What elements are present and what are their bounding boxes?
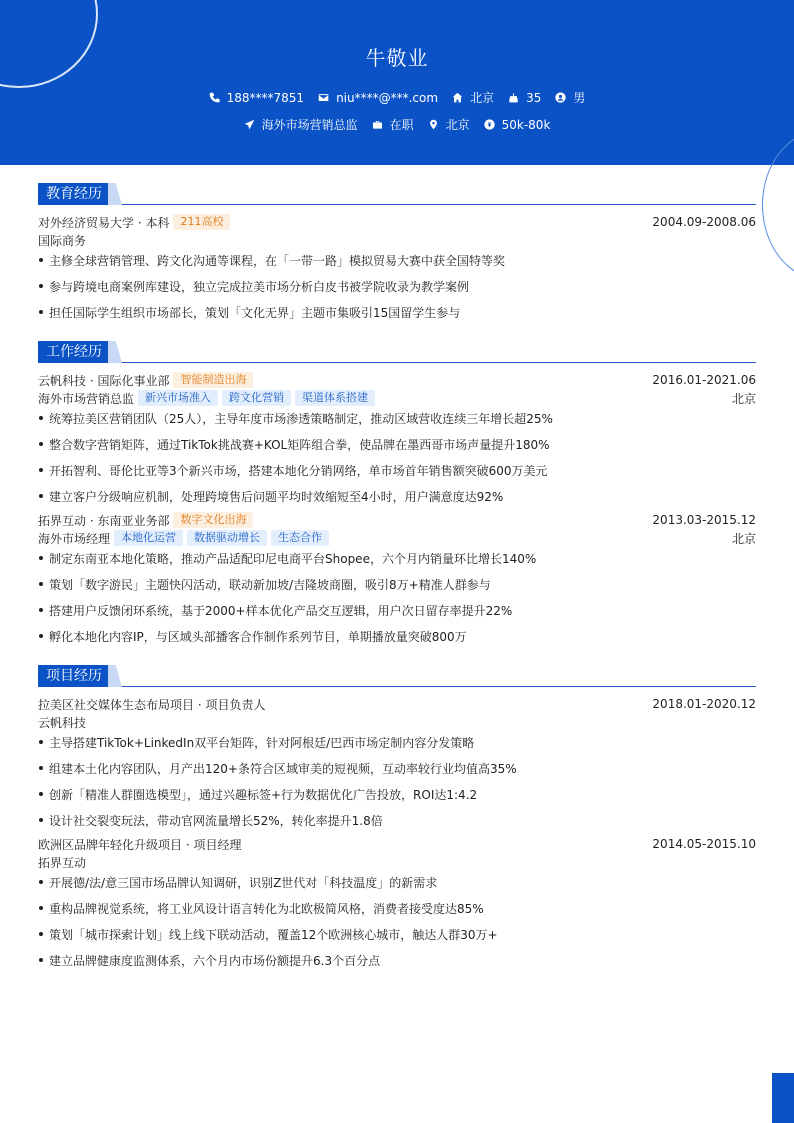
list-item: 孵化本地化内容IP，与区域头部播客合作制作系列节目，单期播放量突破800万 [38,628,756,644]
project-name: 拉美区社交媒体生态布局项目 · 项目负责人 [38,697,266,712]
position-name: 海外市场营销总监 [38,391,135,406]
list-item: 制定东南亚本地化策略，推动产品适配印尼电商平台Shopee，六个月内销量环比增长140% [38,550,756,566]
school-name: 对外经济贸易大学 · 本科 [38,215,170,230]
age-info [508,91,541,105]
project-org: 云帆科技 [38,715,87,730]
title-tab-decoration [108,183,122,205]
job-company-line [38,511,756,529]
mail-icon [318,92,329,103]
phone-text: 188****7851 [226,90,305,105]
list-item: 策划「数字游民」主题快闪活动，联动新加坡/吉隆坡商圈，吸引8万+精准人群参与 [38,576,756,592]
resume-header [0,0,794,165]
target-city-text: 北京 [445,118,470,132]
gender-info [555,89,585,106]
location-pin-icon [428,119,439,130]
job-position-line [38,529,756,547]
target-position-text: 海外市场营销总监 [261,118,358,132]
phone-icon [209,92,220,103]
title-tab-decoration [108,341,122,363]
list-item: 参与跨境电商案例库建设，独立完成拉美市场分析白皮书被学院收录为教学案例 [38,278,756,294]
list-item: 担任国际学生组织市场部长，策划「文化无界」主题市集吸引15国留学生参与 [38,304,756,320]
work-title: 工作经历 [38,341,110,363]
project-org-line [38,713,756,731]
age-text: 35 [526,90,542,105]
money-icon [484,119,495,130]
list-item: 开拓智利、哥伦比亚等3个新兴市场，搭建本地化分销网络，单市场首年销售额突破600万美元 [38,462,756,478]
education-title: 教育经历 [38,183,110,205]
phone-info [209,91,304,105]
skill-tag: 本地化运营 [114,530,183,546]
status-text: 在职 [389,118,414,132]
education-date: 2004.09-2008.06 [652,215,756,229]
company-name: 拓界互动 · 东南亚业务部 [38,513,170,528]
education-section-title [38,183,756,205]
list-item: 主导搭建TikTok+LinkedIn双平台矩阵，针对阿根廷/巴西市场定制内容分发策略 [38,734,756,750]
send-icon [244,119,255,130]
major: 国际商务 [38,233,87,248]
salary-text: 50k-80k [501,117,551,132]
project-name-line [38,835,756,853]
target-position-info [244,116,358,133]
target-city-info [428,116,470,133]
contact-row [0,89,794,106]
skill-tag: 生态合作 [271,530,329,546]
title-tab-decoration [108,665,122,687]
email-text: niu****@***.com [336,90,439,105]
job-city: 北京 [731,531,756,546]
projects-title: 项目经历 [38,665,110,687]
job-date: 2016.01-2021.06 [652,373,756,387]
candidate-name: 牛敬业 [365,46,429,70]
project-name-line [38,695,756,713]
city-text: 北京 [470,91,495,105]
skill-tag: 跨文化营销 [222,390,291,406]
skill-tag: 数据驱动增长 [187,530,267,546]
cake-icon [508,92,519,103]
company-tag: 数字文化出海 [173,512,253,528]
list-item: 整合数字营销矩阵，通过TikTok挑战赛+KOL矩阵组合拳，使品牌在墨西哥市场声量提升180% [38,436,756,452]
skill-tag: 渠道体系搭建 [295,390,375,406]
list-item: 主修全球营销管理、跨文化沟通等课程，在「一带一路」模拟贸易大赛中获全国特等奖 [38,252,756,268]
company-tag: 智能制造出海 [173,372,253,388]
briefcase-icon [372,119,383,130]
school-tag: 211高校 [173,214,230,230]
education-school-line [38,213,756,231]
project-org-line [38,853,756,871]
project-date: 2018.01-2020.12 [652,697,756,711]
position-name: 海外市场经理 [38,531,111,546]
list-item: 开展德/法/意三国市场品牌认知调研，识别Z世代对「科技温度」的新需求 [38,874,756,890]
gender-text: 男 [573,91,586,105]
job-position-line [38,389,756,407]
list-item: 重构品牌视觉系统，将工业风设计语言转化为北欧极简风格，消费者接受度达85% [38,900,756,916]
list-item: 创新「精准人群圈选模型」，通过兴趣标签+行为数据优化广告投放，ROI达1:4.2 [38,786,756,802]
project-name: 欧洲区品牌年轻化升级项目 · 项目经理 [38,837,242,852]
company-name: 云帆科技 · 国际化事业部 [38,373,170,388]
projects-section-title [38,665,756,687]
city-info [452,89,494,106]
list-item: 建立品牌健康度监测体系，六个月内市场份额提升6.3个百分点 [38,952,756,968]
job-city: 北京 [731,391,756,406]
intent-row [0,116,794,133]
job-date: 2013.03-2015.12 [652,513,756,527]
skill-tag: 新兴市场准入 [138,390,218,406]
list-item: 组建本土化内容团队，月产出120+条符合区域审美的短视频，互动率较行业均值高35% [38,760,756,776]
work-section-title [38,341,756,363]
home-icon [452,92,463,103]
status-info [372,116,414,133]
salary-info [484,118,551,132]
list-item: 统筹拉美区营销团队（25人），主导年度市场渗透策略制定，推动区域营收连续三年增长超25% [38,410,756,426]
user-circle-icon [555,92,566,103]
list-item: 建立客户分级响应机制，处理跨境售后问题平均时效缩短至4小时，用户满意度达92% [38,488,756,504]
project-date: 2014.05-2015.10 [652,837,756,851]
job-company-line [38,371,756,389]
list-item: 设计社交裂变玩法，带动官网流量增长52%，转化率提升1.8倍 [38,812,756,828]
education-major-line [38,231,756,249]
list-item: 策划「城市探索计划」线上线下联动活动，覆盖12个欧洲核心城市，触达人群30万+ [38,926,756,942]
project-org: 拓界互动 [38,855,87,870]
list-item: 搭建用户反馈闭环系统，基于2000+样本优化产品交互逻辑，用户次日留存率提升22% [38,602,756,618]
decorative-corner-block [772,1073,794,1123]
email-info [318,91,438,105]
